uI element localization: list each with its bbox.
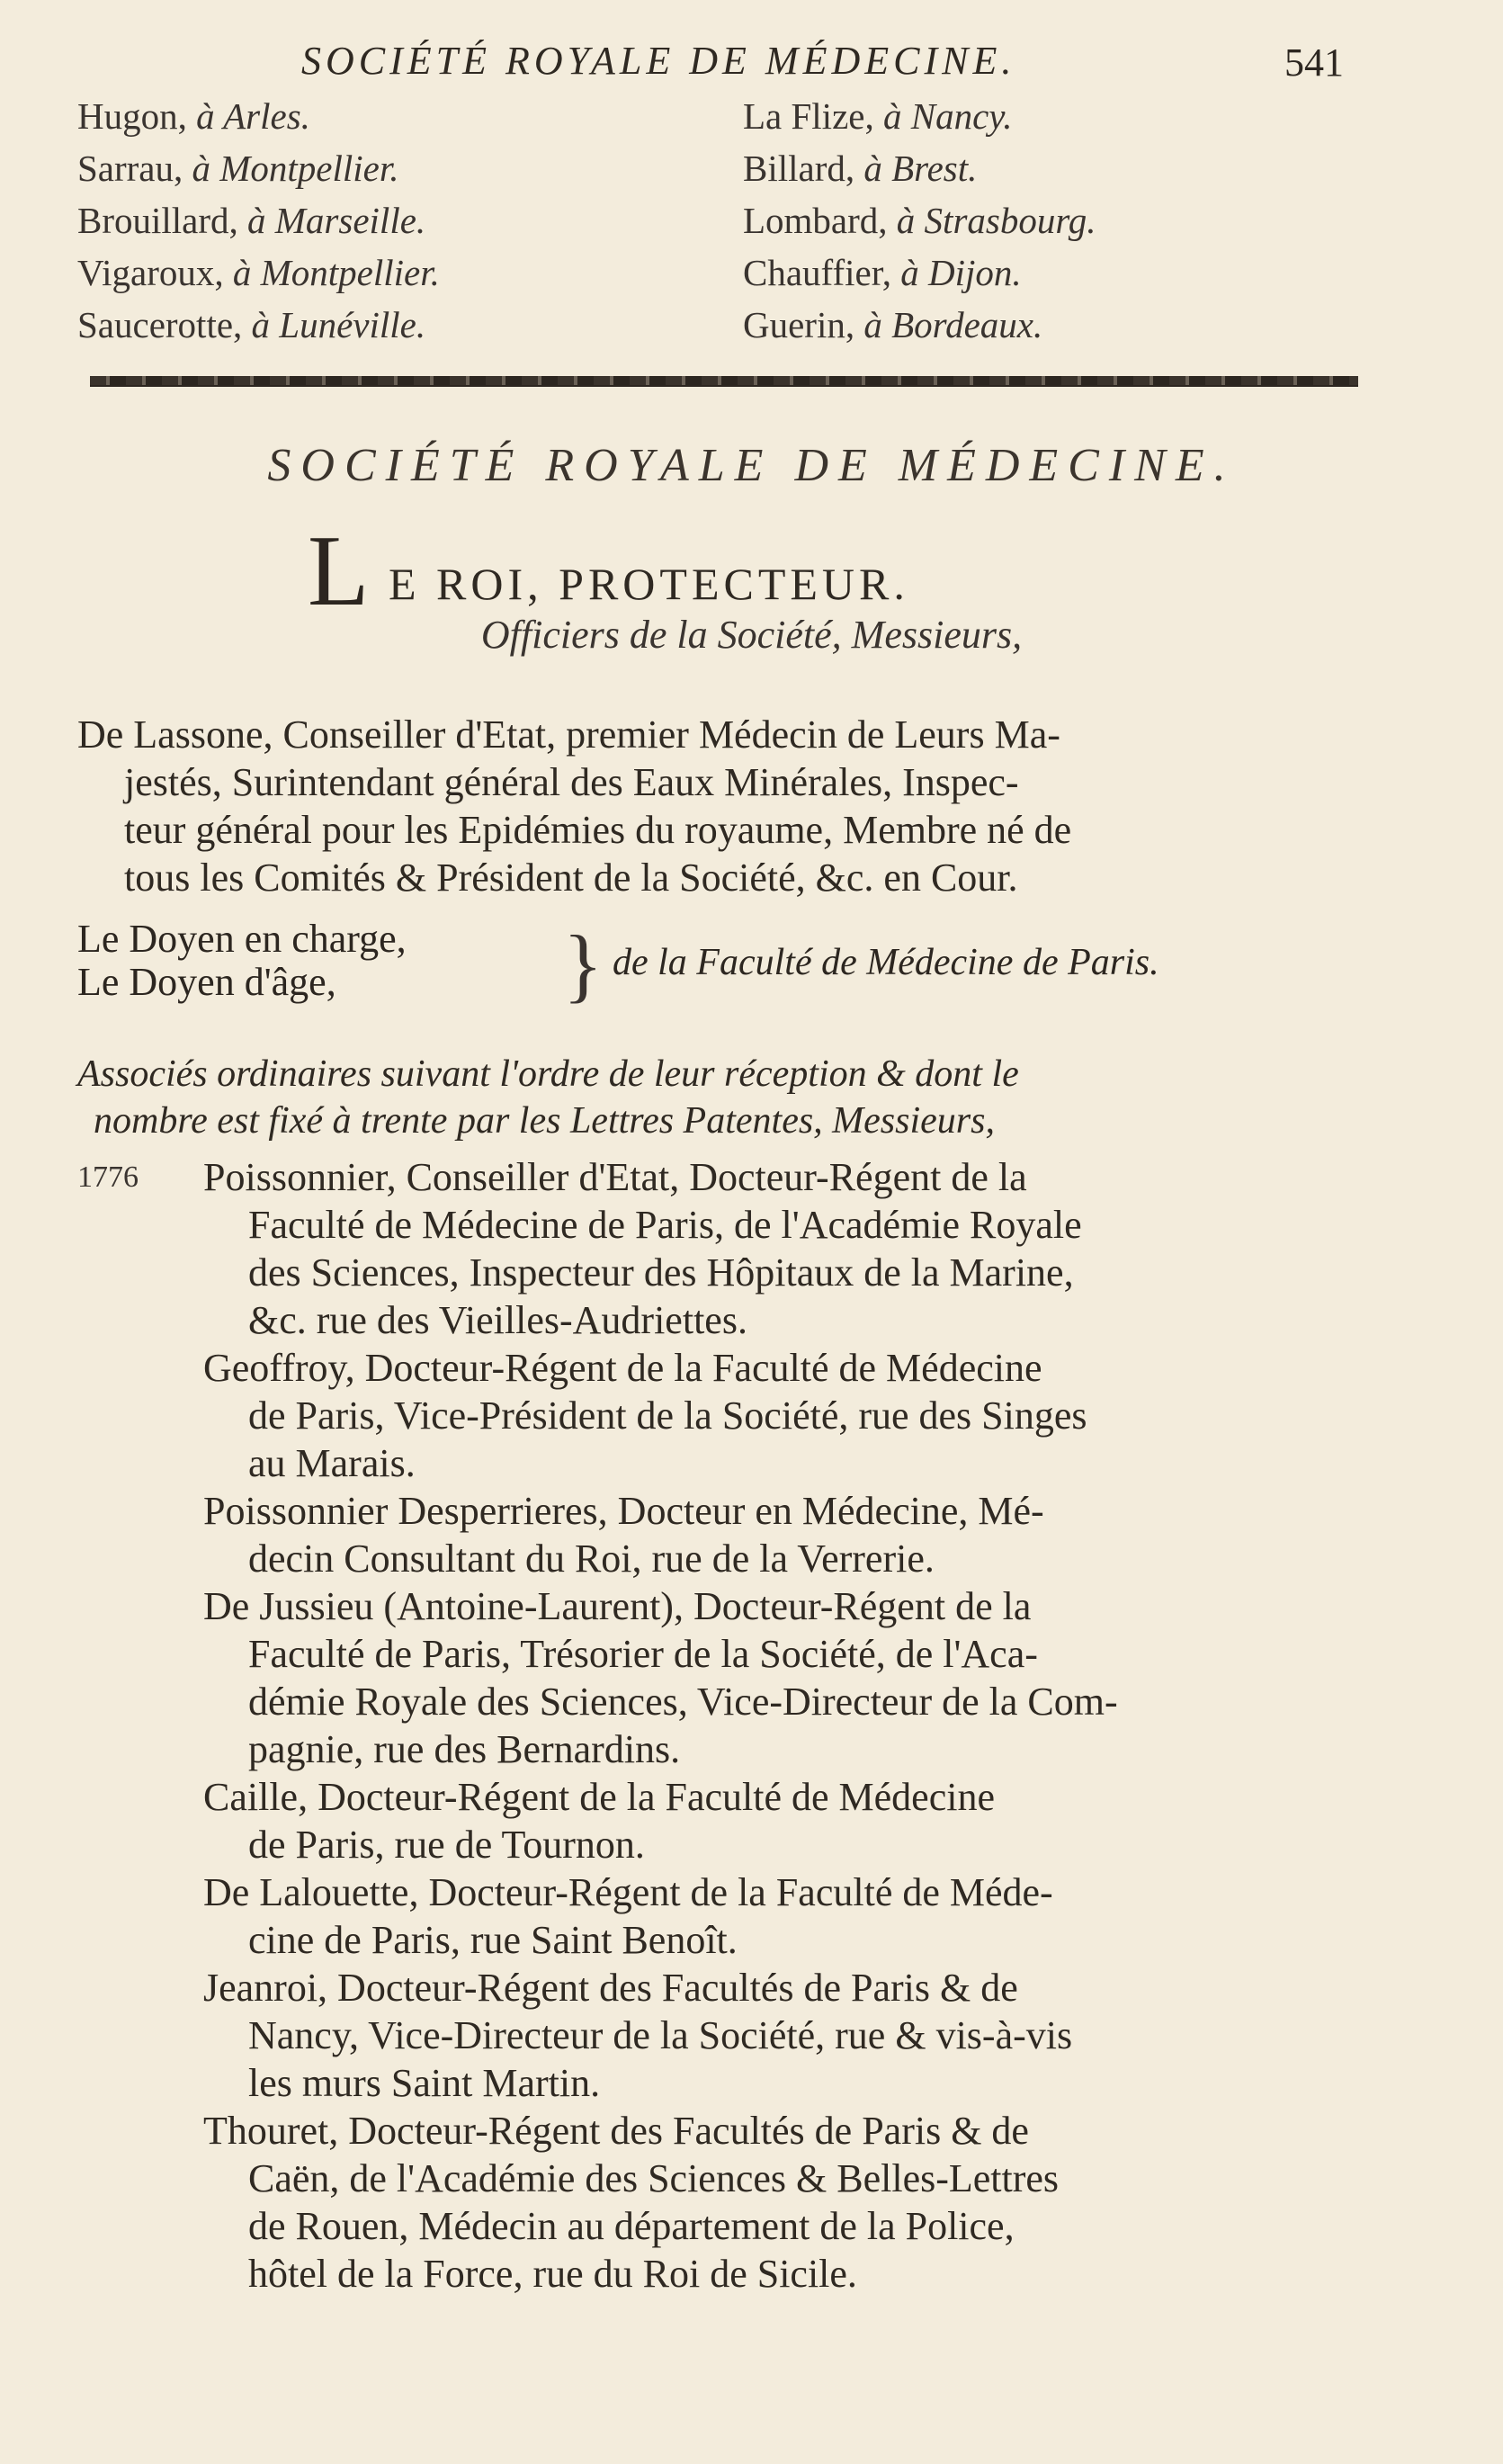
member-entry (77, 1582, 1391, 1773)
member-entry (77, 1344, 1391, 1487)
text-line: pagnie, rue des Bernardins. (248, 1727, 681, 1771)
member-entry (77, 2107, 1391, 2298)
text-line: hôtel de la Force, rue du Roi de Sicile. (248, 2252, 857, 2296)
running-head (0, 38, 1503, 92)
correspondent-entry: Hugon, à Arles. (77, 95, 310, 137)
member-entry (77, 1868, 1391, 1964)
text-line: Poissonnier Desperrieres, Docteur en Médecine, Mé- (203, 1489, 1044, 1533)
text-line: teur général pour les Epidémies du royaume, Membre né de (124, 808, 1072, 852)
text-line: Caille, Docteur-Régent de la Faculté de Médecine (203, 1775, 995, 1819)
member-entry (77, 1964, 1391, 2107)
doyen-d-age: Le Doyen d'âge, (77, 960, 336, 1004)
doyens-faculty: de la Faculté de Médecine de Paris. (613, 942, 1159, 983)
text-line: cine de Paris, rue Saint Benoît. (248, 1918, 738, 1962)
correspondent-entry: Brouillard, à Marseille. (77, 200, 426, 241)
text-line: de Rouen, Médecin au département de la Police, (248, 2204, 1015, 2248)
section-title: SOCIÉTÉ ROYALE DE MÉDECINE. (267, 440, 1236, 491)
page-number: 541 (1284, 40, 1344, 85)
text-line: nombre est fixé à trente par les Lettres Patentes, Messieurs, (94, 1100, 995, 1142)
officiers-heading: Officiers de la Société, Messieurs, (480, 613, 1023, 657)
text-line: tous les Comités & Président de la Société, &c. en Cour. (124, 856, 1018, 900)
text-line: Thouret, Docteur-Régent des Facultés de Paris & de (203, 2109, 1029, 2153)
text-line: de Paris, rue de Tournon. (248, 1823, 645, 1867)
reception-year: 1776 (77, 1160, 139, 1194)
text-line: Poissonnier, Conseiller d'Etat, Docteur-Régent de la (203, 1155, 1027, 1199)
correspondent-entry: Saucerotte, à Lunéville. (77, 304, 426, 345)
text-line: de Paris, Vice-Président de la Société, rue des Singes (248, 1393, 1087, 1438)
text-line: Associés ordinaires suivant l'ordre de leur réception & dont le (77, 1053, 1019, 1095)
text-line: Nancy, Vice-Directeur de la Société, rue & vis-à-vis (248, 2013, 1073, 2057)
member-entry (77, 1487, 1391, 1582)
text-line: De Jussieu (Antoine-Laurent), Docteur-Régent de la (203, 1584, 1032, 1628)
correspondents-right-column (743, 90, 1427, 351)
text-line: &c. rue des Vieilles-Audriettes. (248, 1298, 747, 1342)
text-line: Faculté de Paris, Trésorier de la Société, de l'Aca- (248, 1632, 1038, 1676)
correspondent-entry: Sarrau, à Montpellier. (77, 148, 399, 189)
correspondent-entry: Vigaroux, à Montpellier. (77, 252, 440, 293)
doyen-en-charge: Le Doyen en charge, (77, 917, 407, 961)
doyens-entry (77, 918, 1427, 1008)
curly-brace-icon: } (563, 918, 604, 1010)
ornamental-rule (90, 376, 1358, 387)
text-line: Faculté de Médecine de Paris, de l'Académie Royale (248, 1203, 1082, 1247)
associes-heading (77, 1051, 1373, 1144)
correspondents-left-column (77, 90, 707, 351)
member-entry (77, 1773, 1391, 1868)
text-line: Jeanroi, Docteur-Régent des Facultés de Paris & de (203, 1966, 1018, 2010)
text-line: Caën, de l'Académie des Sciences & Belles-Lettres (248, 2156, 1060, 2200)
protector-text: E ROI, PROTECTEUR. (389, 559, 909, 609)
protector-line (308, 515, 1387, 627)
drop-cap: L (308, 515, 370, 627)
text-line: au Marais. (248, 1441, 416, 1485)
text-line: De Lalouette, Docteur-Régent de la Faculté de Méde- (203, 1870, 1053, 1914)
correspondent-entry: Guerin, à Bordeaux. (743, 304, 1043, 345)
member-entry (77, 1153, 1391, 1344)
correspondent-entry: Lombard, à Strasbourg. (743, 200, 1096, 241)
members-list (77, 1153, 1391, 2298)
text-line: démie Royale des Sciences, Vice-Directeur de la Com- (248, 1680, 1118, 1724)
text-line: jestés, Surintendant général des Eaux Minérales, Inspec- (124, 760, 1019, 804)
correspondent-entry: Billard, à Brest. (743, 148, 978, 189)
correspondent-entry: Chauffier, à Dijon. (743, 252, 1022, 293)
text-line: Geoffroy, Docteur-Régent de la Faculté de Médecine (203, 1346, 1042, 1390)
correspondent-entry: La Flize, à Nancy. (743, 95, 1013, 137)
text-line: De Lassone, Conseiller d'Etat, premier Médecin de Leurs Ma- (77, 712, 1060, 757)
running-head-title: SOCIÉTÉ ROYALE DE MÉDECINE. (301, 39, 1016, 83)
text-line: les murs Saint Martin. (248, 2061, 601, 2105)
de-lassone-entry (77, 711, 1373, 901)
text-line: decin Consultant du Roi, rue de la Verrerie. (248, 1537, 935, 1581)
text-line: des Sciences, Inspecteur des Hôpitaux de la Marine, (248, 1250, 1074, 1295)
